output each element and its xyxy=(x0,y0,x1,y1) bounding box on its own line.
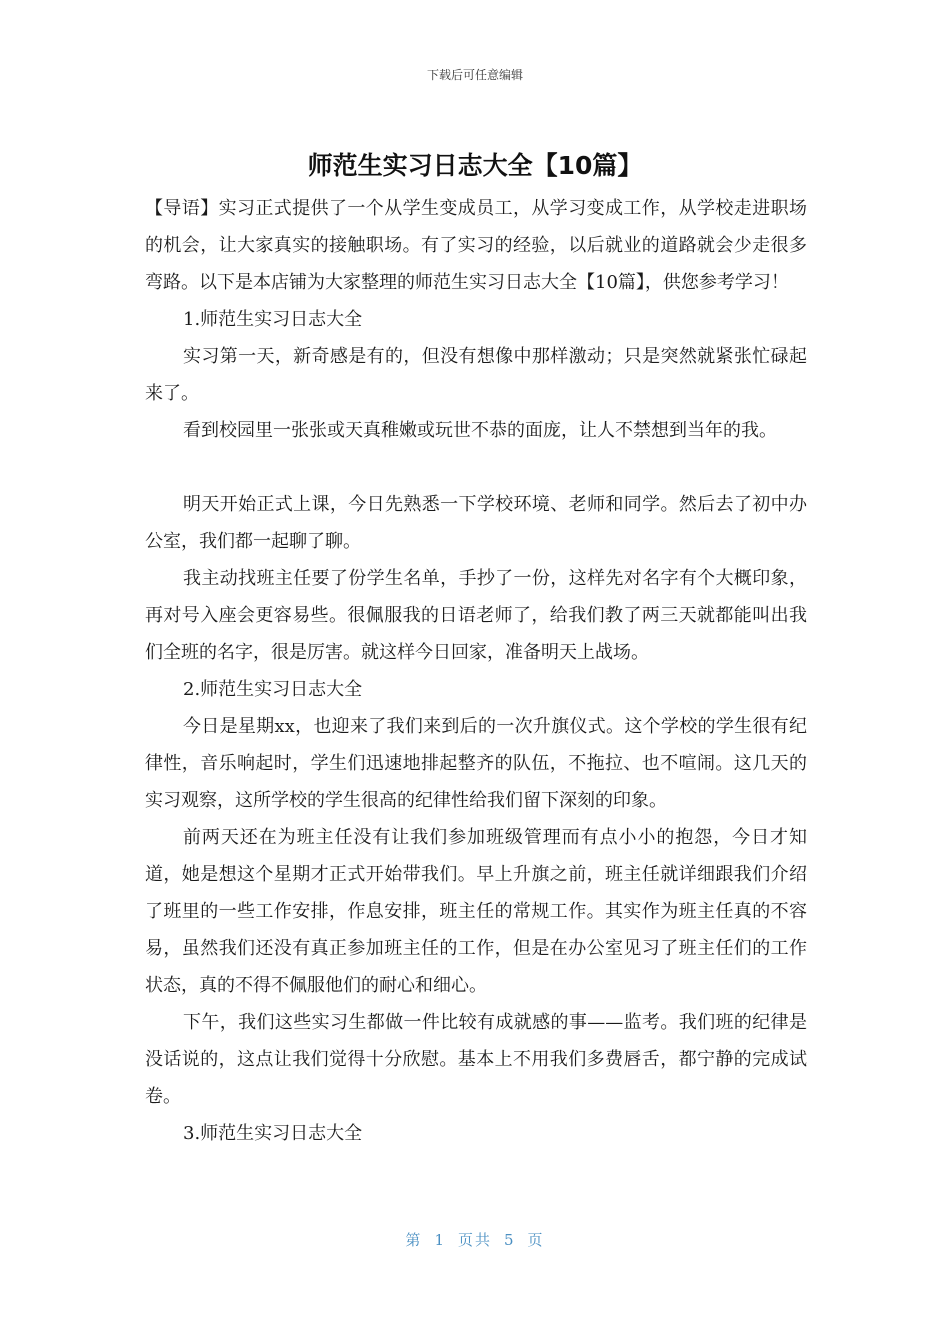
page-current: 1 xyxy=(434,1231,446,1249)
page-label-prefix: 第 xyxy=(405,1231,423,1249)
page-total: 5 xyxy=(504,1231,516,1249)
section-heading-2: 2.师范生实习日志大全 xyxy=(183,679,363,700)
section-1-paragraph: 实习第一天，新奇感是有的，但没有想像中那样激动；只是突然就紧张忙碌起来了。 xyxy=(145,346,807,404)
intro-paragraph: 【导语】实习正式提供了一个从学生变成员工，从学习变成工作，从学校走进职场的机会，让大家真实的接触职场。有了实习的经验，以后就业的道路就会少走很多弯路。以下是本店铺为大家整理的师范生实习日志大全【10篇】，供您参考学习！ xyxy=(145,198,807,293)
section-1-paragraph: 我主动找班主任要了份学生名单，手抄了一份，这样先对名字有个大概印象，再对号入座会更容易些。很佩服我的日语老师了，给我们教了两三天就都能叫出我们全班的名字，很是厉害。就这样今日回家，准备明天上战场。 xyxy=(145,568,807,663)
section-2-paragraph: 前两天还在为班主任没有让我们参加班级管理而有点小小的抱怨，今日才知道，她是想这个星期才正式开始带我们。早上升旗之前，班主任就详细跟我们介绍了班里的一些工作安排，作息安排，班主任的常规工作。其实作为班主任真的不容易，虽然我们还没有真正参加班主任的工作，但是在办公室见习了班主任们的工作状态，真的不得不佩服他们的耐心和细心。 xyxy=(145,827,807,996)
section-1-paragraph: 看到校园里一张张或天真稚嫩或玩世不恭的面庞，让人不禁想到当年的我。 xyxy=(183,420,777,441)
header-note: 下载后可任意编辑 xyxy=(426,68,523,82)
document-title: 师范生实习日志大全【10篇】 xyxy=(307,151,643,180)
section-2-paragraph: 今日是星期xx，也迎来了我们来到后的一次升旗仪式。这个学校的学生很有纪律性，音乐响起时，学生们迅速地排起整齐的队伍，不拖拉、也不喧闹。这几天的实习观察，这所学校的学生很高的纪律性给我们留下深刻的印象。 xyxy=(145,716,807,811)
page-footer xyxy=(0,1229,950,1250)
page-label-mid: 页共 xyxy=(457,1231,492,1249)
section-heading-3: 3.师范生实习日志大全 xyxy=(183,1123,363,1144)
document-body xyxy=(145,190,807,1152)
section-2-paragraph: 下午，我们这些实习生都做一件比较有成就感的事——监考。我们班的纪律是没话说的，这点让我们觉得十分欣慰。基本上不用我们多费唇舌，都宁静的完成试卷。 xyxy=(145,1012,807,1107)
page-label-suffix: 页 xyxy=(527,1231,545,1249)
section-1-paragraph: 明天开始正式上课，今日先熟悉一下学校环境、老师和同学。然后去了初中办公室，我们都一起聊了聊。 xyxy=(145,494,807,552)
section-heading-1: 1.师范生实习日志大全 xyxy=(183,309,363,330)
